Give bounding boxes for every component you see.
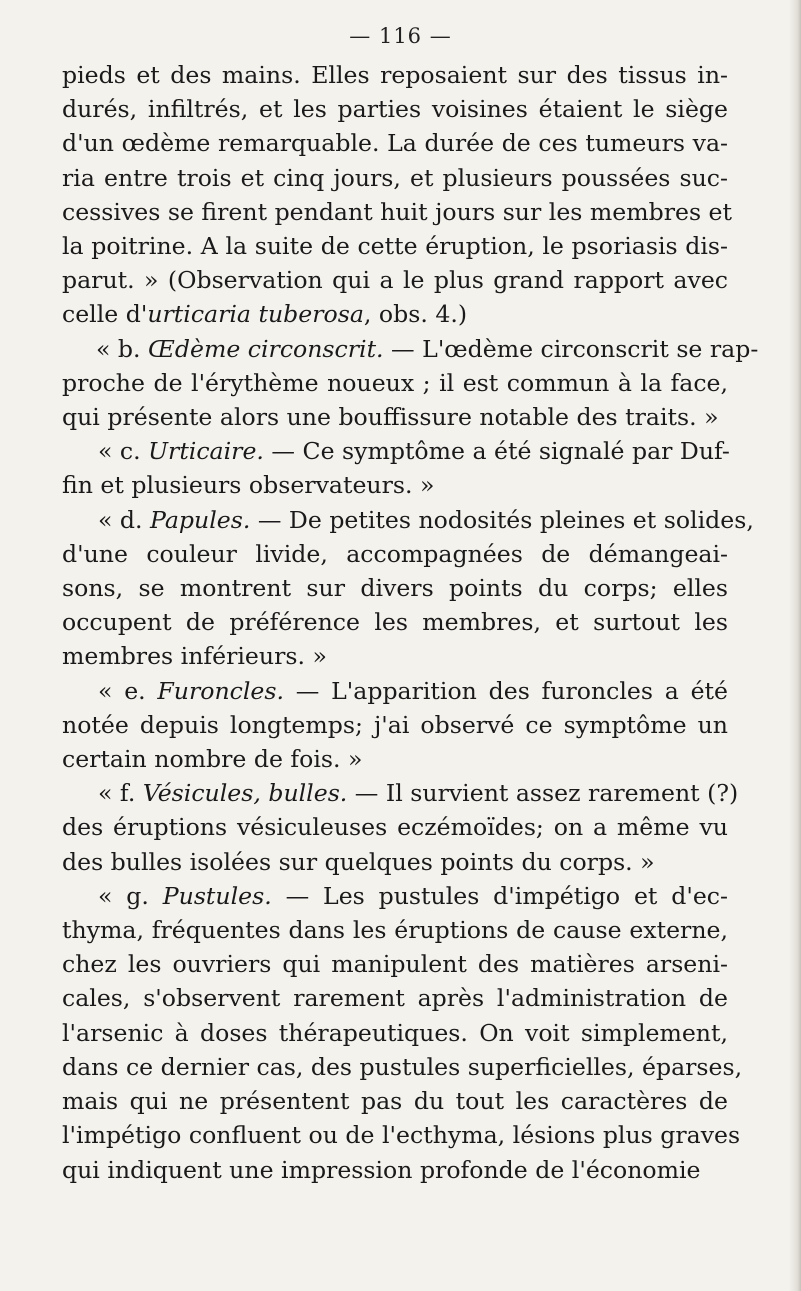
text-line bbox=[62, 297, 728, 331]
text-fragment: — L'apparition des furoncles a été bbox=[284, 676, 728, 705]
text-line: certain nombre de fois. » bbox=[62, 745, 363, 774]
text-line: notée depuis longtemps; j'ai observé ce symptôme un bbox=[62, 710, 728, 739]
text-line bbox=[62, 503, 754, 537]
text-fragment: « g. bbox=[98, 881, 163, 910]
italic-heading: Vésicules, bulles. bbox=[142, 779, 348, 808]
text-line: thyma, fréquentes dans les éruptions de cause externe, bbox=[62, 916, 728, 945]
text-line: parut. » (Observation qui a le plus grand rapport avec bbox=[62, 266, 728, 295]
text-line bbox=[62, 332, 759, 366]
text-line: cales, s'observent rarement après l'administration de bbox=[62, 984, 728, 1013]
text-line bbox=[62, 879, 728, 913]
text-line: d'une couleur livide, accompagnées de démangeai- bbox=[62, 539, 728, 568]
italic-heading: Furoncles. bbox=[157, 676, 284, 705]
text-line: durés, infiltrés, et les parties voisines étaient le siège bbox=[62, 95, 728, 124]
page-edge-shadow bbox=[789, 0, 801, 1291]
text-line: ria entre trois et cinq jours, et plusieurs poussées suc- bbox=[62, 163, 728, 192]
text-line: sons, se montrent sur divers points du corps; elles bbox=[62, 574, 728, 603]
text-fragment: « f. bbox=[98, 779, 143, 808]
text-line bbox=[62, 776, 739, 810]
italic-heading: Œdème circonscrit. bbox=[148, 334, 384, 363]
text-line: des bulles isolées sur quelques points du corps. » bbox=[62, 847, 655, 876]
italic-heading: Pustules. bbox=[162, 881, 272, 910]
body-text bbox=[62, 58, 759, 1187]
text-line: dans ce dernier cas, des pustules superficielles, éparses, bbox=[62, 1052, 743, 1081]
text-fragment: « e. bbox=[98, 676, 158, 705]
text-line: occupent de préférence les membres, et surtout les bbox=[62, 608, 728, 637]
text-fragment: — De petites nodosités pleines et solides, bbox=[250, 505, 754, 534]
italic-term: urticaria tuberosa bbox=[147, 300, 364, 329]
text-line: chez les ouvriers qui manipulent des matières arseni- bbox=[62, 950, 728, 979]
text-fragment: — L'œdème circonscrit se rap- bbox=[383, 334, 759, 363]
text-line: mais qui ne présentent pas du tout les caractères de bbox=[62, 1087, 728, 1116]
text-fragment: — Les pustules d'impétigo et d'ec- bbox=[271, 881, 728, 910]
text-line: la poitrine. A la suite de cette éruption, le psoriasis dis- bbox=[62, 232, 728, 261]
italic-heading: Papules. bbox=[150, 505, 251, 534]
text-fragment: « b. bbox=[96, 334, 149, 363]
text-fragment: — Ce symptôme a été signalé par Duf- bbox=[263, 437, 730, 466]
text-fragment: , obs. 4.) bbox=[363, 300, 468, 329]
page-number: — 116 — bbox=[349, 24, 452, 48]
text-line: l'impétigo confluent ou de l'ecthyma, lésions plus graves bbox=[62, 1121, 741, 1150]
text-line: qui présente alors une bouffissure notable des traits. » bbox=[62, 403, 719, 432]
text-line bbox=[62, 434, 728, 468]
text-line: l'arsenic à doses thérapeutiques. On voit simplement, bbox=[62, 1018, 728, 1047]
text-line: d'un œdème remarquable. La durée de ces tumeurs va- bbox=[62, 129, 728, 158]
text-line: proche de l'érythème noueux ; il est commun à la face, bbox=[62, 368, 728, 397]
text-fragment: « c. bbox=[98, 437, 149, 466]
italic-heading: Urticaire. bbox=[148, 437, 264, 466]
text-fragment: celle d' bbox=[62, 300, 148, 329]
text-line: qui indiquent une impression profonde de l'économie bbox=[62, 1155, 701, 1184]
text-line: cessives se firent pendant huit jours sur les membres et bbox=[62, 197, 732, 226]
text-line: pieds et des mains. Elles reposaient sur des tissus in- bbox=[62, 61, 728, 89]
text-fragment: « d. bbox=[98, 505, 151, 534]
text-line: fin et plusieurs observateurs. » bbox=[62, 471, 435, 500]
text-line: membres inférieurs. » bbox=[62, 642, 327, 671]
text-line bbox=[62, 674, 728, 708]
text-line: des éruptions vésiculeuses eczémoïdes; on a même vu bbox=[62, 813, 728, 842]
text-fragment: — Il survient assez rarement (?) bbox=[347, 779, 739, 808]
